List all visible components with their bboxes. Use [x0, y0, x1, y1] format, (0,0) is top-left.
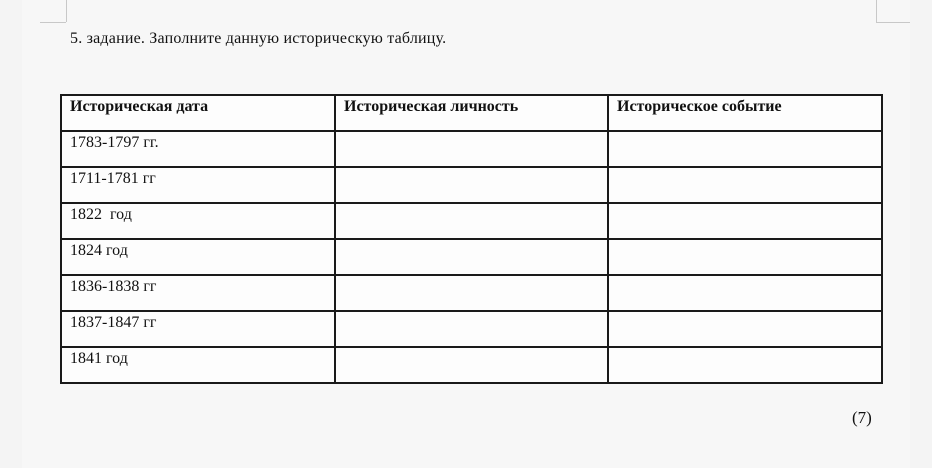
table-header-row: [61, 95, 882, 131]
table-row: [61, 167, 882, 203]
event-cell[interactable]: [608, 203, 882, 239]
history-table: [60, 94, 883, 384]
event-cell[interactable]: [608, 131, 882, 167]
date-cell: 1841 год: [61, 347, 335, 383]
page-number: (7): [852, 408, 872, 427]
person-cell[interactable]: [335, 203, 608, 239]
table-row: [61, 239, 882, 275]
table-row: [61, 347, 882, 383]
header-historical-event: Историческое событие: [608, 95, 882, 131]
date-cell: 1836-1838 гг: [61, 275, 335, 311]
person-cell[interactable]: [335, 347, 608, 383]
event-cell[interactable]: [608, 167, 882, 203]
header-historical-person: Историческая личность: [335, 95, 608, 131]
date-cell: 1711-1781 гг: [61, 167, 335, 203]
table-row: [61, 203, 882, 239]
header-historical-date: Историческая дата: [61, 95, 335, 131]
table-row: [61, 311, 882, 347]
task-title: 5. задание. Заполните данную историческую таблицу.: [70, 30, 447, 47]
event-cell[interactable]: [608, 347, 882, 383]
person-cell[interactable]: [335, 275, 608, 311]
crop-mark-top-left-horizontal: [40, 22, 66, 24]
crop-mark-top-right: [876, 0, 879, 22]
person-cell[interactable]: [335, 311, 608, 347]
date-cell: 1837-1847 гг: [61, 311, 335, 347]
date-cell: 1824 год: [61, 239, 335, 275]
crop-mark-top-left: [66, 0, 69, 22]
event-cell[interactable]: [608, 275, 882, 311]
crop-mark-top-right-horizontal: [876, 22, 910, 24]
event-cell[interactable]: [608, 311, 882, 347]
event-cell[interactable]: [608, 239, 882, 275]
table-row: [61, 131, 882, 167]
date-cell: 1783-1797 гг.: [61, 131, 335, 167]
person-cell[interactable]: [335, 239, 608, 275]
person-cell[interactable]: [335, 131, 608, 167]
table-row: [61, 275, 882, 311]
person-cell[interactable]: [335, 167, 608, 203]
date-cell: 1822 год: [61, 203, 335, 239]
